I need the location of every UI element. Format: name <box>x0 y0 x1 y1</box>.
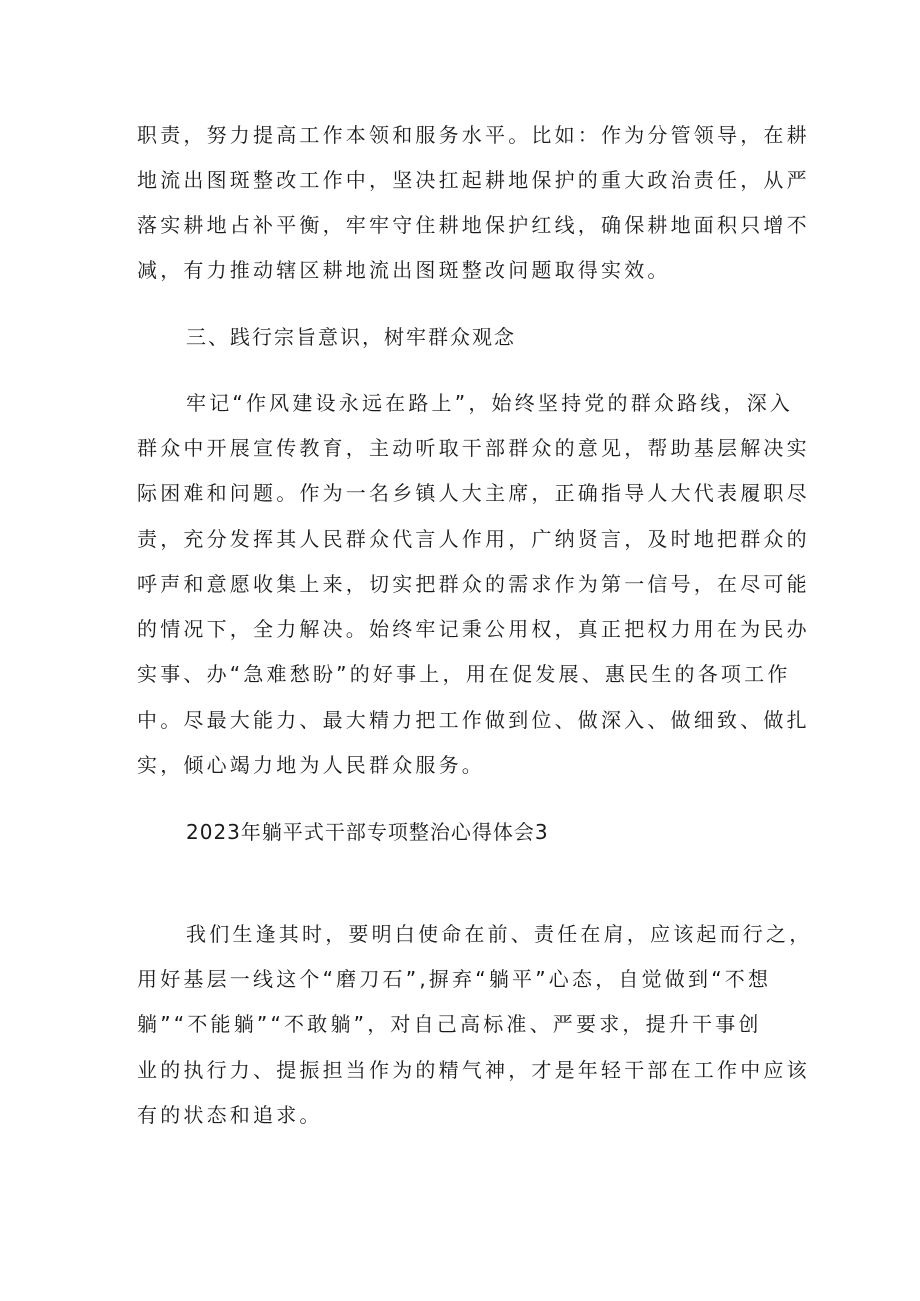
paragraph-2-line-9: 实，倾心竭力地为人民群众服务。 <box>137 753 485 777</box>
paragraph-2-line-8: 中。尽最大能力、最大精力把工作做到位、做深入、做细致、做扎 <box>137 708 810 732</box>
paragraph-1-line-3: 落实耕地占补平衡，牢牢守住耕地保护红线，确保耕地面积只增不 <box>137 213 810 237</box>
paragraph-3-line-2: 用好基层一线这个“磨刀石”,摒弃“躺平”心态，自觉做到“不想 <box>137 967 772 991</box>
paragraph-2-line-1: 牢记“作风建设永远在路上”，始终坚持党的群众路线，深入 <box>186 391 794 415</box>
document-title: 2023年躺平式干部专项整治心得体会3 <box>186 820 549 844</box>
paragraph-1-line-4: 减，有力推动辖区耕地流出图斑整改问题取得实效。 <box>137 258 671 282</box>
paragraph-2-line-6: 的情况下，全力解决。始终牢记秉公用权，真正把权力用在为民办 <box>137 617 810 641</box>
paragraph-2-line-3: 际困难和问题。作为一名乡镇人大主席，正确指导人大代表履职尽 <box>137 481 810 505</box>
section-heading: 三、践行宗旨意识，树牢群众观念 <box>186 325 516 349</box>
paragraph-3-line-3: 躺”“不能躺”“不敢躺”，对自己高标准、严要求，提升干事创 <box>137 1012 762 1036</box>
paragraph-2-line-7: 实事、办“急难愁盼”的好事上，用在促发展、惠民生的各项工作 <box>137 662 791 686</box>
paragraph-1-line-1: 职责，努力提高工作本领和服务水平。比如：作为分管领导，在耕 <box>137 123 810 147</box>
paragraph-3-line-4: 业的执行力、提振担当作为的精气神，才是年轻干部在工作中应该 <box>137 1058 810 1082</box>
paragraph-2-line-4: 责，充分发挥其人民群众代言人作用，广纳贤言，及时地把群众的 <box>137 527 810 551</box>
paragraph-2-line-5: 呼声和意愿收集上来，切实把群众的需求作为第一信号，在尽可能 <box>137 572 810 596</box>
paragraph-1-line-2: 地流出图斑整改工作中，坚决扛起耕地保护的重大政治责任，从严 <box>137 168 810 192</box>
paragraph-2-line-2: 群众中开展宣传教育，主动听取干部群众的意见，帮助基层解决实 <box>137 436 810 460</box>
paragraph-3-line-1: 我们生逢其时，要明白使命在前、责任在肩，应该起而行之， <box>186 922 813 946</box>
paragraph-3-line-5: 有的状态和追求。 <box>137 1103 323 1127</box>
